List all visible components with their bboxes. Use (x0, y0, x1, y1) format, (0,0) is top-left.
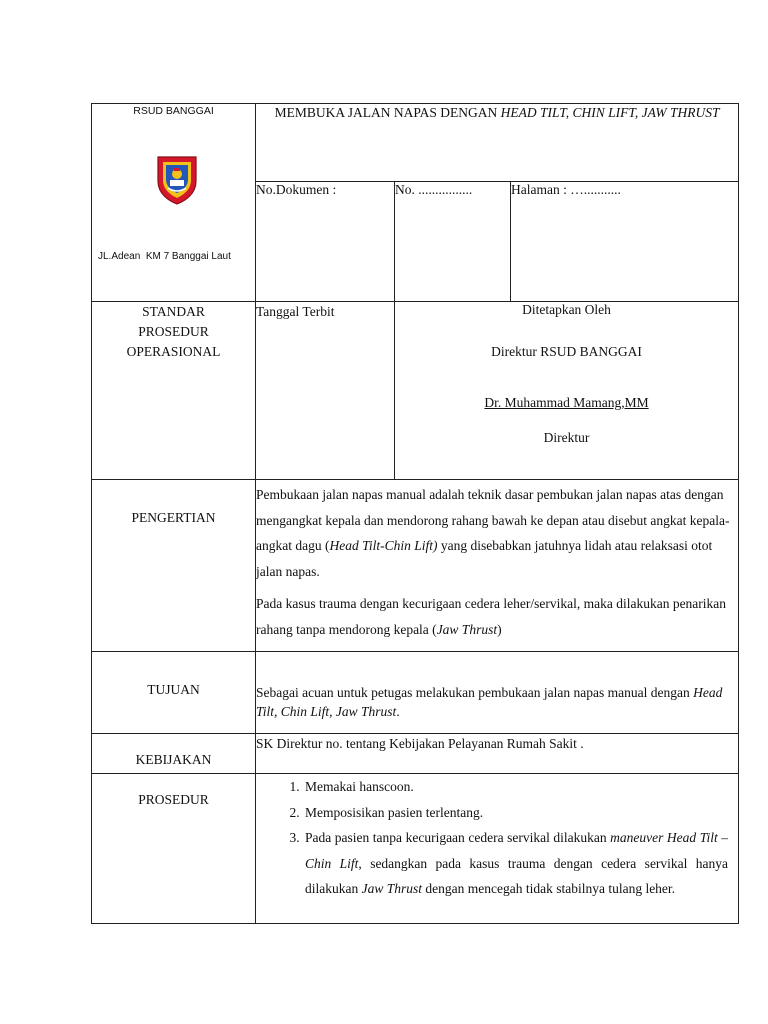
step-1-text: Memakai hanscoon. (305, 779, 414, 794)
prosedur-label: PROSEDUR (138, 792, 209, 807)
director-name: Dr. Muhammad Mamang,MM (484, 395, 649, 410)
step-3-text-3: dengan mencegah tidak stabilnya tulang leher. (422, 881, 676, 896)
hospital-logo-icon (155, 154, 199, 206)
sop-table (91, 103, 739, 924)
hospital-name: RSUD BANGGAI (133, 105, 214, 117)
issue-date-cell (256, 302, 395, 480)
pengertian-p1-text: Pembukaan jalan napas manual adalah teknik dasar pembukan jalan napas atas dengan mengangkat kepala dan mendorong rahang bawah ke depan atau disebut angkat kepala-angkat dagu ( (256, 487, 730, 553)
prosedur-steps (256, 774, 738, 902)
tujuan-label-cell (92, 652, 256, 734)
prosedur-step (303, 825, 730, 902)
sop-label: STANDAR PROSEDUR OPERASIONAL (126, 304, 221, 359)
pengertian-paragraph-1 (256, 482, 738, 584)
issue-date-label: Tanggal Terbit (256, 304, 335, 319)
step-3-text: Pada pasien tanpa kecurigaan cedera servikal dilakukan (305, 830, 611, 845)
prosedur-step (303, 774, 730, 800)
set-by-label: Ditetapkan Oleh (522, 302, 611, 317)
page-cell (511, 182, 739, 302)
pengertian-p1-italic: Head Tilt-Chin Lift) (329, 538, 438, 553)
step-3-italic-2: Jaw Thrust (361, 881, 423, 896)
kebijakan-label-cell (92, 734, 256, 774)
pengertian-p1-text-end: yang disebabkan jatuhnya lidah atau relaksasi otot jalan napas. (256, 538, 713, 579)
pengertian-content (256, 480, 739, 652)
tujuan-text: Sebagai acuan untuk petugas melakukan pembukaan jalan napas manual dengan (256, 685, 694, 700)
doc-number-label: No.Dokumen : (256, 182, 337, 197)
pengertian-p2-text-end: ) (497, 621, 502, 637)
pengertian-label: PENGERTIAN (131, 510, 216, 525)
kebijakan-label: KEBIJAKAN (135, 752, 212, 767)
pengertian-label-cell (92, 480, 256, 652)
document-title (256, 104, 739, 182)
tujuan-italic: Head Tilt, Chin Lift, Jaw Thrust (256, 685, 723, 719)
page-label: Halaman : …........... (511, 182, 621, 197)
approval-cell (395, 302, 739, 480)
prosedur-label-cell (92, 774, 256, 924)
step-3-text-2: , sedangkan pada kasus trauma dengan cedera servikal hanya dilakukan (305, 855, 729, 896)
revision-cell (395, 182, 511, 302)
kebijakan-content (256, 734, 739, 774)
hospital-address: JL.Adean KM 7 Banggai Laut (98, 251, 231, 262)
prosedur-content (256, 774, 739, 924)
tujuan-content (256, 652, 739, 734)
director-position: Direktur (543, 430, 590, 445)
title-italic-text: HEAD TILT, CHIN LIFT, JAW THRUST (500, 105, 720, 120)
sop-label-cell (92, 302, 256, 480)
revision-label: No. ................ (395, 182, 473, 197)
doc-number-cell (256, 182, 395, 302)
director-title: Direktur RSUD BANGGAI (491, 344, 642, 359)
hospital-identity-cell (92, 104, 256, 302)
pengertian-p2-italic: Jaw Thrust (436, 621, 498, 637)
pengertian-p2-text: Pada kasus trauma dengan kecurigaan cedera leher/servikal, maka dilakukan penarikan rahang tanpa mendorong kepala ( (256, 596, 727, 637)
tujuan-label: TUJUAN (147, 682, 200, 697)
pengertian-paragraph-2 (256, 591, 738, 642)
title-text: MEMBUKA JALAN NAPAS DENGAN (274, 105, 501, 120)
prosedur-step (303, 800, 730, 826)
kebijakan-text: SK Direktur no. tentang Kebijakan Pelayanan Rumah Sakit . (256, 736, 584, 751)
tujuan-text-end: . (396, 704, 400, 719)
step-3-italic-1: maneuver Head Tilt – Chin Lift (305, 830, 729, 871)
step-2-text: Memposisikan pasien terlentang. (305, 804, 484, 820)
